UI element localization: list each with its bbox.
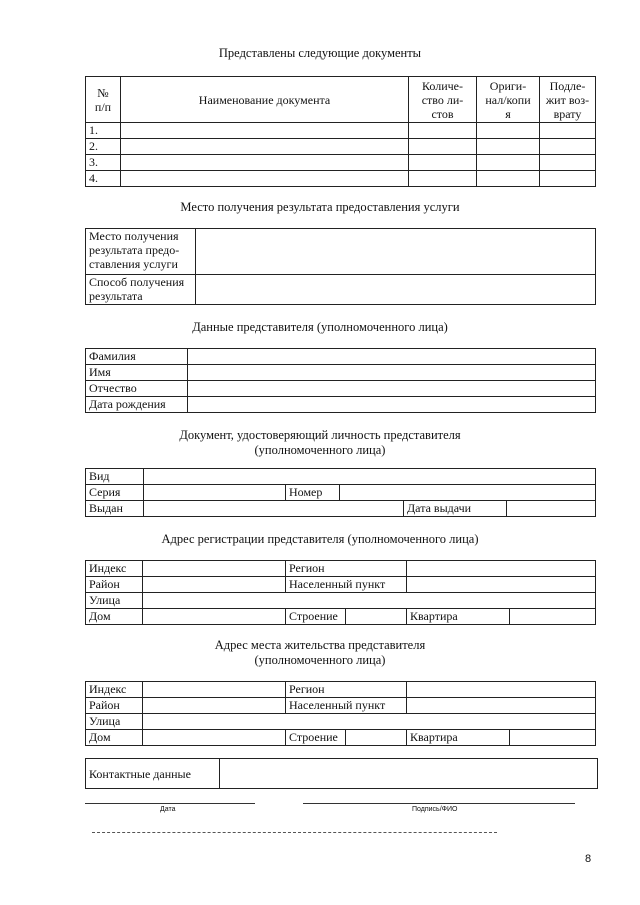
issued-by-label: Выдан <box>86 501 144 517</box>
name-field[interactable] <box>188 365 596 381</box>
doc-type-label: Вид <box>86 469 144 485</box>
date-caption: Дата <box>160 806 176 813</box>
row-num: 4. <box>86 171 121 187</box>
contacts-label: Контактные данные <box>86 759 220 789</box>
documents-title: Представлены следующие документы <box>218 46 422 60</box>
live-address-table <box>85 681 596 746</box>
building-label: Строение <box>286 609 346 625</box>
doc-name-cell[interactable] <box>121 171 409 187</box>
doc-name-cell[interactable] <box>121 123 409 139</box>
building-field[interactable] <box>346 609 407 625</box>
place-label: Место получения результата предо- ставления услуги <box>86 229 196 275</box>
place-title: Место получения результата предоставления услуги <box>180 200 460 214</box>
doc-type-field[interactable] <box>144 469 596 485</box>
doc-name-cell[interactable] <box>121 155 409 171</box>
locality-label: Населенный пункт <box>286 577 407 593</box>
house-label: Дом <box>86 730 143 746</box>
issue-date-label: Дата выдачи <box>404 501 507 517</box>
original-cell[interactable] <box>477 139 540 155</box>
count-cell[interactable] <box>409 171 477 187</box>
header-num: № п/п <box>86 77 121 123</box>
house-label: Дом <box>86 609 143 625</box>
district-field[interactable] <box>143 577 286 593</box>
house-field[interactable] <box>143 609 286 625</box>
house-field[interactable] <box>143 730 286 746</box>
index-label: Индекс <box>86 561 143 577</box>
place-table <box>85 228 596 305</box>
method-value[interactable] <box>196 275 596 305</box>
region-field[interactable] <box>407 561 596 577</box>
index-field[interactable] <box>143 561 286 577</box>
district-field[interactable] <box>143 698 286 714</box>
representative-table <box>85 348 596 413</box>
birthdate-field[interactable] <box>188 397 596 413</box>
original-cell[interactable] <box>477 155 540 171</box>
count-cell[interactable] <box>409 123 477 139</box>
table-row <box>86 139 596 155</box>
district-label: Район <box>86 577 143 593</box>
locality-field[interactable] <box>407 698 596 714</box>
count-cell[interactable] <box>409 139 477 155</box>
number-field[interactable] <box>340 485 596 501</box>
birthdate-label: Дата рождения <box>86 397 188 413</box>
district-label: Район <box>86 698 143 714</box>
series-field[interactable] <box>144 485 286 501</box>
index-label: Индекс <box>86 682 143 698</box>
patronymic-label: Отчество <box>86 381 188 397</box>
header-count: Количе- ство ли- стов <box>409 77 477 123</box>
signature-caption: Подпись/ФИО <box>412 806 458 813</box>
patronymic-field[interactable] <box>188 381 596 397</box>
original-cell[interactable] <box>477 123 540 139</box>
region-label: Регион <box>286 561 407 577</box>
contacts-field[interactable] <box>220 759 598 789</box>
locality-label: Населенный пункт <box>286 698 407 714</box>
row-num: 1. <box>86 123 121 139</box>
live-address-subtitle: (уполномоченного лица) <box>254 653 386 667</box>
street-label: Улица <box>86 714 143 730</box>
return-cell[interactable] <box>540 155 596 171</box>
date-line[interactable] <box>85 803 255 804</box>
page-number: 8 <box>585 853 592 865</box>
row-num: 3. <box>86 155 121 171</box>
table-row <box>86 155 596 171</box>
place-value[interactable] <box>196 229 596 275</box>
return-cell[interactable] <box>540 171 596 187</box>
apartment-field[interactable] <box>510 730 596 746</box>
row-num: 2. <box>86 139 121 155</box>
table-row <box>86 171 596 187</box>
method-label: Способ получения результата <box>86 275 196 305</box>
original-cell[interactable] <box>477 171 540 187</box>
surname-label: Фамилия <box>86 349 188 365</box>
series-label: Серия <box>86 485 144 501</box>
apartment-label: Квартира <box>407 609 510 625</box>
id-doc-subtitle: (уполномоченного лица) <box>254 443 386 457</box>
header-original: Ориги- нал/копи я <box>477 77 540 123</box>
issue-date-field[interactable] <box>507 501 596 517</box>
cut-line <box>92 832 497 833</box>
count-cell[interactable] <box>409 155 477 171</box>
header-doc-name: Наименование документа <box>121 77 409 123</box>
name-label: Имя <box>86 365 188 381</box>
doc-name-cell[interactable] <box>121 139 409 155</box>
region-field[interactable] <box>407 682 596 698</box>
building-field[interactable] <box>346 730 407 746</box>
return-cell[interactable] <box>540 139 596 155</box>
building-label: Строение <box>286 730 346 746</box>
street-field[interactable] <box>143 714 596 730</box>
issued-by-field[interactable] <box>144 501 404 517</box>
index-field[interactable] <box>143 682 286 698</box>
signature-line[interactable] <box>303 803 575 804</box>
surname-field[interactable] <box>188 349 596 365</box>
documents-table <box>85 76 596 187</box>
locality-field[interactable] <box>407 577 596 593</box>
return-cell[interactable] <box>540 123 596 139</box>
reg-address-title: Адрес регистрации представителя (уполномоченного лица) <box>161 532 479 546</box>
id-doc-table <box>85 468 596 517</box>
contacts-table <box>85 758 598 789</box>
representative-title: Данные представителя (уполномоченного лица) <box>192 320 448 334</box>
number-label: Номер <box>286 485 340 501</box>
header-return: Подле- жит воз- врату <box>540 77 596 123</box>
street-field[interactable] <box>143 593 596 609</box>
id-doc-title: Документ, удостоверяющий личность представителя <box>179 428 461 442</box>
live-address-title: Адрес места жительства представителя <box>214 638 426 652</box>
street-label: Улица <box>86 593 143 609</box>
apartment-label: Квартира <box>407 730 510 746</box>
region-label: Регион <box>286 682 407 698</box>
table-row <box>86 123 596 139</box>
reg-address-table <box>85 560 596 625</box>
apartment-field[interactable] <box>510 609 596 625</box>
